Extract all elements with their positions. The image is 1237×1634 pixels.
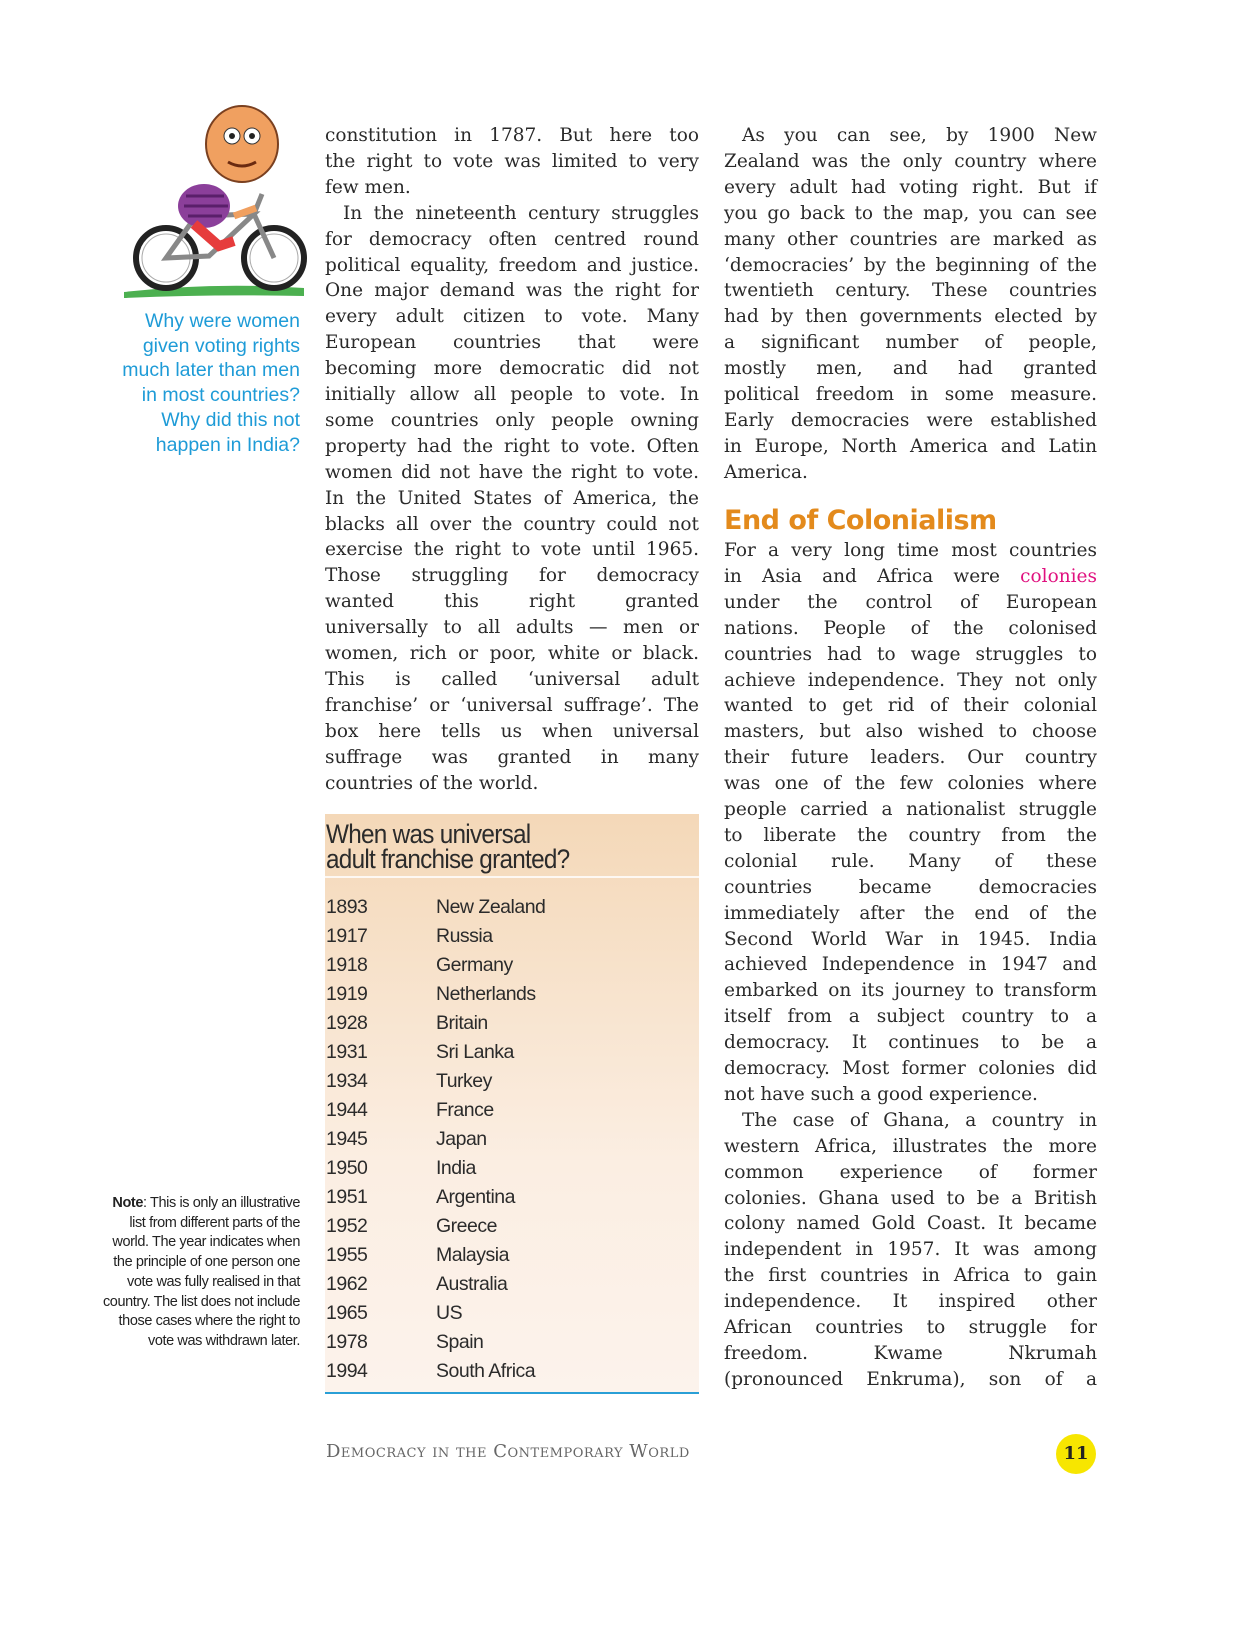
text-line: For a very long time most countries	[724, 540, 1097, 561]
table-row	[325, 1299, 699, 1328]
text-line: itself from a subject country to a	[724, 1006, 1097, 1028]
margin-question: Why were women given voting rights much later than men in most countries? Why did this not happen in India?	[122, 310, 300, 456]
table-row	[325, 1067, 699, 1096]
text-line: common experience of former	[724, 1161, 1097, 1183]
text-line: many other countries are marked as	[724, 228, 1097, 250]
text-line: One major demand was the right for	[325, 280, 699, 302]
text-line: wanted to get rid of their colonial	[724, 695, 1097, 717]
text-line: initially allow all people to vote. In	[325, 384, 699, 405]
year-cell: 1919	[326, 983, 368, 1005]
text-line: suffrage was granted in many	[325, 746, 699, 768]
text-line: western Africa, illustrates the more	[724, 1135, 1097, 1157]
year-cell: 1944	[326, 1099, 368, 1121]
cartoon-boy-on-bicycle-illustration	[124, 96, 310, 308]
text-line: achieved Independence in 1947 and	[724, 954, 1097, 976]
country-cell: Turkey	[436, 1070, 492, 1092]
text-line: independence. It inspired other	[724, 1291, 1097, 1313]
country-cell: Australia	[436, 1273, 508, 1295]
year-cell: 1934	[326, 1070, 368, 1092]
text-line: twentieth century. These countries	[724, 280, 1097, 302]
text-line: women did not have the right to vote.	[325, 461, 699, 483]
year-cell: 1917	[326, 925, 368, 947]
text-line: nations. People of the colonised	[724, 617, 1097, 639]
country-cell: Russia	[436, 925, 493, 947]
text-line: exercise the right to vote until 1965.	[325, 539, 699, 561]
text-line: not have such a good experience.	[724, 1083, 1038, 1105]
country-cell: New Zealand	[436, 896, 546, 918]
text-line: colonial rule. Many of these	[724, 850, 1097, 872]
table-title	[326, 819, 570, 874]
text-line: had by then governments elected by	[724, 306, 1097, 328]
text-line: people carried a nationalist struggle	[724, 799, 1097, 820]
text-line: colonies. Ghana used to be a British	[724, 1187, 1097, 1209]
country-cell: France	[436, 1099, 494, 1121]
text-line: immediately after the end of the	[724, 902, 1097, 924]
year-cell: 1931	[326, 1041, 368, 1063]
text-line: In the United States of America, the	[325, 487, 699, 509]
page-number-badge: 11	[1056, 1434, 1096, 1474]
text-line: constitution in 1787. But here too	[325, 125, 699, 146]
text-line: becoming more democratic did not	[325, 358, 699, 380]
text-line: (pronounced Enkruma), son of a	[724, 1368, 1097, 1390]
country-cell: Spain	[436, 1331, 484, 1353]
table-row	[325, 893, 699, 922]
text-line: women, rich or poor, white or black.	[325, 643, 699, 664]
table-row	[325, 980, 699, 1009]
text-line: in Europe, North America and Latin	[724, 435, 1097, 457]
year-cell: 1918	[326, 954, 368, 976]
country-cell: South Africa	[436, 1360, 536, 1382]
table-row	[325, 1038, 699, 1067]
middle-text-column	[325, 0, 699, 800]
text-line: The case of Ghana, a country in	[742, 1109, 1097, 1131]
text-line: their future leaders. Our country	[724, 747, 1097, 769]
year-cell: 1950	[326, 1157, 368, 1179]
text-line: to liberate the country from the	[724, 824, 1097, 846]
table-row	[325, 1154, 699, 1183]
country-cell: Sri Lanka	[436, 1041, 514, 1063]
table-row	[325, 1096, 699, 1125]
table-row	[325, 1212, 699, 1241]
text-line: freedom. Kwame Nkrumah	[724, 1342, 1097, 1364]
text-line: wanted this right granted	[325, 591, 699, 613]
text-line: few men.	[325, 176, 411, 198]
country-cell: Netherlands	[436, 983, 536, 1005]
footer-book-title: Democracy in the Contemporary World	[326, 1441, 690, 1462]
text-line: countries of the world.	[325, 772, 539, 794]
text-line: European countries that were	[325, 332, 699, 354]
year-cell: 1945	[326, 1128, 368, 1150]
table-row	[325, 1241, 699, 1270]
country-cell: US	[436, 1302, 463, 1324]
section-heading-end-of-colonialism: End of Colonialism	[724, 505, 997, 536]
text-line: colony named Gold Coast. It became	[724, 1213, 1097, 1235]
text-line: for democracy often centred round	[325, 228, 699, 250]
text-line: every adult had voting right. But if	[724, 176, 1097, 198]
text-line: ‘democracies’ by the beginning of the	[724, 254, 1097, 276]
text-line: As you can see, by 1900 New	[742, 125, 1097, 146]
line-text: in Asia and Africa were	[724, 565, 1021, 587]
text-line: independent in 1957. It was among	[724, 1239, 1097, 1261]
text-line: embarked on its journey to transform	[724, 980, 1097, 1002]
text-line: a significant number of people,	[724, 332, 1097, 354]
country-cell: Greece	[436, 1215, 497, 1237]
country-cell: Britain	[436, 1012, 488, 1034]
country-cell: Japan	[436, 1128, 487, 1150]
text-line: mostly men, and had granted	[724, 358, 1097, 380]
text-line: blacks all over the country could not	[325, 513, 699, 535]
year-cell: 1965	[326, 1302, 368, 1324]
country-cell: Malaysia	[436, 1244, 509, 1266]
table-title-line-1: When was universal	[326, 819, 531, 849]
text-line	[724, 564, 1097, 590]
table-row	[325, 922, 699, 951]
franchise-table	[325, 814, 699, 1394]
table-row	[325, 1328, 699, 1357]
year-cell: 1962	[326, 1273, 368, 1295]
text-line: countries became democracies	[724, 876, 1097, 898]
year-cell: 1952	[326, 1215, 368, 1237]
note-label: Note	[112, 1195, 144, 1211]
note-text: : This is only an illustrative list from different parts of the world. The year indicates when the principle of one person one vote was fully realised in that country. The list does not include those cases where the right to vote was withdrawn later.	[102, 1195, 300, 1349]
glossary-term-colonies: colonies	[1020, 565, 1097, 587]
text-line: universally to all adults — men or	[325, 617, 699, 639]
text-line: In the nineteenth century struggles	[343, 202, 699, 224]
text-line: every adult citizen to vote. Many	[325, 306, 699, 328]
table-row	[325, 1183, 699, 1212]
text-line: the first countries in Africa to gain	[724, 1265, 1097, 1287]
text-line: box here tells us when universal	[325, 720, 699, 742]
text-line: property had the right to vote. Often	[325, 435, 699, 457]
year-cell: 1978	[326, 1331, 368, 1353]
text-line: you go back to the map, you can see	[724, 202, 1097, 224]
table-row	[325, 1125, 699, 1154]
country-cell: India	[436, 1157, 476, 1179]
text-line: some countries only people owning	[325, 409, 699, 431]
text-line: political freedom in some measure.	[724, 384, 1097, 405]
text-line: African countries to struggle for	[724, 1317, 1097, 1338]
year-cell: 1893	[326, 896, 368, 918]
text-line: Early democracies were established	[724, 409, 1097, 431]
text-line: franchise’ or ‘universal suffrage’. The	[325, 694, 699, 716]
table-divider	[325, 876, 699, 878]
year-cell: 1951	[326, 1186, 368, 1208]
text-line: masters, but also wished to choose	[724, 721, 1097, 743]
year-cell: 1955	[326, 1244, 368, 1266]
table-row	[325, 1357, 699, 1386]
text-line: Those struggling for democracy	[325, 565, 699, 587]
text-line: under the control of European	[724, 591, 1097, 613]
table-title-line-2: adult franchise granted?	[326, 844, 570, 874]
right-text-column	[724, 0, 1097, 1420]
text-line: This is called ‘universal adult	[325, 668, 699, 690]
text-line: political equality, freedom and justice.	[325, 254, 699, 276]
country-cell: Germany	[436, 954, 513, 976]
text-line: democracy. Most former colonies did	[724, 1058, 1097, 1079]
text-line: democracy. It continues to be a	[724, 1032, 1097, 1054]
year-cell: 1994	[326, 1360, 368, 1382]
country-cell: Argentina	[436, 1186, 515, 1208]
table-row	[325, 1009, 699, 1038]
text-line: the right to vote was limited to very	[325, 150, 699, 172]
text-line: achieve independence. They not only	[724, 669, 1097, 691]
table-row	[325, 951, 699, 980]
text-line: Zealand was the only country where	[724, 150, 1097, 172]
text-line: America.	[724, 461, 808, 483]
table-note	[100, 1194, 300, 1352]
text-line: countries had to wage struggles to	[724, 643, 1097, 665]
year-cell: 1928	[326, 1012, 368, 1034]
text-line: was one of the few colonies where	[724, 773, 1097, 795]
text-line: Second World War in 1945. India	[724, 928, 1097, 950]
table-row	[325, 1270, 699, 1299]
